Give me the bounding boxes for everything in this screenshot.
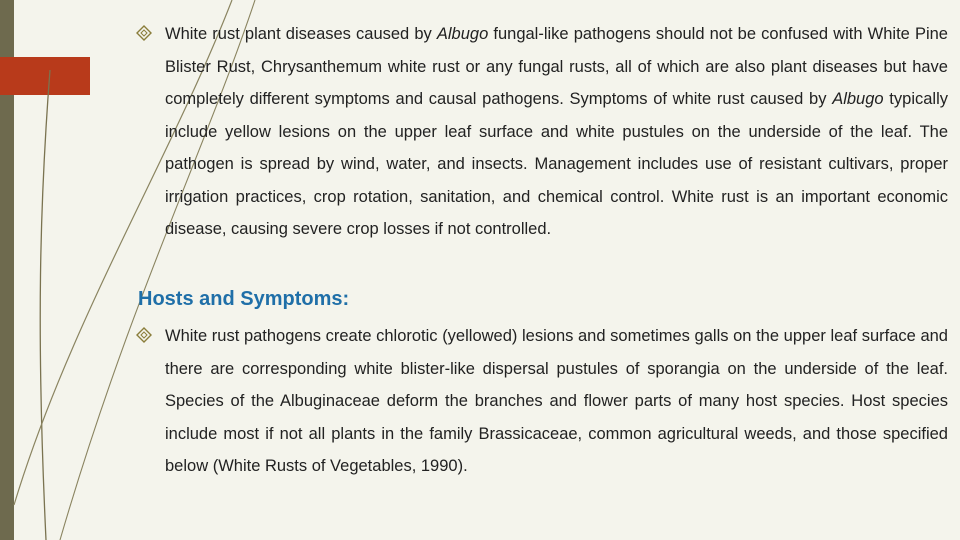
section-heading: Hosts and Symptoms: [138, 288, 350, 310]
paragraph-text: White rust plant diseases caused by [165, 25, 437, 43]
paragraph-white-rust-overview [165, 18, 948, 246]
diamond-bullet-icon [136, 25, 154, 41]
genus-name: Albugo [436, 25, 489, 43]
paragraph-text: typically include yellow lesions on the upper leaf surface and white pustules on the underside of the leaf. The pathogen is spread by wind, water, and insects. Management includes use of resistant cultivars, proper irrigation practices, crop rotation, sanitation, and chemical control. White rust is an important economic disease, causing severe crop losses if not controlled. [165, 90, 948, 238]
genus-name: Albugo [832, 90, 884, 108]
paragraph-text: fungal-like pathogens should not be confused with White Pine Blister Rust, Chrysanthemum white rust or any fungal rusts, all of which are also plant diseases but have completely different symptoms and causal pathogens. Symptoms of white rust caused by [165, 25, 948, 108]
paragraph-hosts-symptoms: White rust pathogens create chlorotic (yellowed) lesions and sometimes galls on the upper leaf surface and there are corresponding white blister-like dispersal pustules of sporangia on the underside of the leaf. Species of the Albuginaceae deform the branches and flower parts of many host species. Host species include most if not all plants in the family Brassicaceae, common agricultural weeds, and those specified below (White Rusts of Vegetables, 1990). [165, 327, 948, 475]
diamond-bullet-icon [136, 327, 154, 343]
